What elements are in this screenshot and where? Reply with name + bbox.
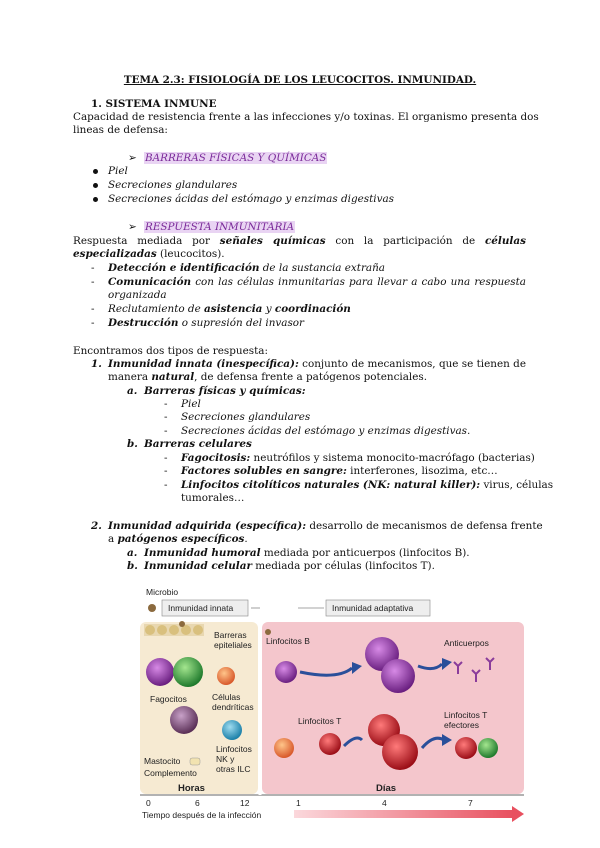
tick-label: 0	[146, 798, 151, 808]
adquirida-line-2	[108, 533, 248, 546]
epithelium-illustration	[144, 624, 204, 636]
list-item	[108, 262, 385, 275]
text-span: especializadas	[73, 248, 157, 260]
dash-bullet: -	[91, 303, 95, 315]
label-complemento: Complemento	[144, 768, 197, 778]
target-cell-icon	[478, 738, 498, 758]
text-span: de la sustancia extraña	[262, 262, 385, 274]
phagocyte-cell-icon	[173, 657, 203, 687]
label-microbio: Microbio	[146, 587, 179, 597]
intro-line-2: lineas de defensa:	[73, 124, 168, 136]
sublist-heading: Barreras físicas y químicas:	[144, 385, 306, 397]
dendritic-cell-icon	[217, 667, 235, 685]
arrow-bullet-icon: ➢	[128, 152, 137, 164]
text-span: con la participación de	[335, 235, 476, 247]
label-adaptativa: Inmunidad adaptativa	[332, 603, 414, 613]
text-span: Detección e identificación	[108, 262, 260, 274]
dash-bullet: -	[164, 452, 168, 464]
tick-label: 4	[382, 798, 387, 808]
dash-bullet: -	[164, 411, 168, 423]
label-linfocitos-b: Linfocitos B	[266, 636, 310, 646]
dash-bullet: -	[91, 276, 95, 288]
adquirida-line-1	[108, 520, 543, 533]
text-span: asistencia	[204, 303, 263, 315]
time-arrowhead	[512, 806, 524, 822]
list-letter: b.	[127, 560, 138, 572]
list-number: 1.	[91, 358, 102, 370]
sublist-heading: Barreras celulares	[144, 438, 252, 450]
label-dendriticas: dendríticas	[212, 702, 254, 712]
intro-line-1: Capacidad de resistencia frente a las infecciones y/o toxinas. El organismo presenta dos	[73, 111, 539, 123]
text-span: mediada por células (linfocitos T).	[255, 560, 435, 572]
label-otras-ilc: otras ILC	[216, 764, 251, 774]
list-item	[108, 303, 351, 316]
list-letter: a.	[127, 547, 138, 559]
tcell-icon	[382, 734, 418, 770]
list-item	[144, 547, 470, 560]
text-span: señales químicas	[219, 235, 326, 247]
dash-bullet: -	[164, 479, 168, 491]
text-span: virus, células	[483, 479, 554, 491]
immunity-timeline-figure	[138, 584, 526, 824]
list-item: Secreciones glandulares	[181, 411, 311, 423]
label-linfocitos-t: Linfocitos T	[298, 716, 342, 726]
section-heading-sistema-inmune: 1. SISTEMA INMUNE	[91, 98, 217, 110]
text-span: neutrófilos y sistema monocito-macrófago (bacterias)	[253, 452, 535, 464]
tick-label: 12	[240, 798, 250, 808]
text-span: .	[244, 533, 248, 545]
mastocyte-cell-icon	[170, 706, 198, 734]
list-item	[108, 317, 304, 330]
bullet-dot-icon	[93, 197, 98, 202]
text-span: conjunto de mecanismos, que se tienen de	[302, 358, 526, 370]
list-item: Piel	[108, 165, 128, 177]
list-letter: b.	[127, 438, 138, 450]
list-letter: a.	[127, 385, 138, 397]
time-arrow-bar	[294, 810, 514, 818]
respuesta-paragraph-line-1	[73, 235, 526, 248]
text-span: Factores solubles en sangre:	[181, 465, 347, 477]
complement-icon	[190, 758, 200, 765]
barreras-label: BARRERAS FÍSICAS Y QUÍMICAS	[145, 152, 327, 164]
bcell-icon	[381, 659, 415, 693]
label-epiteliales: epiteliales	[214, 640, 252, 650]
bcell-icon	[275, 661, 297, 683]
label-linfocitos-nk: Linfocitos	[216, 744, 252, 754]
list-item	[144, 560, 435, 573]
bullet-dot-icon	[93, 183, 98, 188]
list-number: 2.	[91, 520, 102, 532]
text-span: natural	[151, 371, 195, 383]
respuesta-label: RESPUESTA INMUNITARIA	[145, 221, 295, 233]
axis-label: Tiempo después de la infección	[142, 810, 262, 820]
text-span: Reclutamiento de	[108, 303, 201, 315]
text-span: Inmunidad adquirida (específica):	[108, 520, 307, 532]
text-span: Inmunidad innata (inespecífica):	[108, 358, 299, 370]
text-span: Linfocitos citolíticos naturales (NK: natural killer):	[181, 479, 481, 491]
list-item: Piel	[181, 398, 201, 410]
text-span: o supresión del invasor	[181, 317, 305, 329]
text-span: , de defensa frente a patógenos potenciales.	[194, 371, 428, 383]
list-item: Secreciones glandulares	[108, 179, 238, 191]
text-span: Inmunidad celular	[144, 560, 252, 572]
list-item	[181, 479, 554, 492]
apc-cell-icon	[274, 738, 294, 758]
tick-label: 7	[468, 798, 473, 808]
label-dias: Días	[376, 783, 397, 794]
text-span: patógenos específicos	[117, 533, 245, 545]
innata-line-1	[108, 358, 526, 371]
innata-line-2	[108, 371, 427, 384]
text-span: coordinación	[274, 303, 351, 315]
dash-bullet: -	[164, 398, 168, 410]
list-item	[181, 465, 498, 478]
dash-bullet: -	[164, 465, 168, 477]
effector-tcell-icon	[455, 737, 477, 759]
dash-bullet: -	[91, 317, 95, 329]
text-span: desarrollo de mecanismos de defensa frente	[309, 520, 543, 532]
phagocyte-cell-icon	[146, 658, 174, 686]
list-item	[108, 276, 526, 289]
label-efectores: efectores	[444, 720, 479, 730]
text-span: interferones, lisozima, etc…	[350, 465, 498, 477]
text-span: Comunicación	[108, 276, 192, 288]
arrow-bullet-icon: ➢	[128, 221, 137, 233]
list-item-continuation: tumorales…	[181, 492, 245, 504]
text-span: células	[484, 235, 526, 247]
dash-bullet: -	[91, 262, 95, 274]
text-span: con las células inmunitarias para llevar a cabo una respuesta	[195, 276, 526, 288]
list-item: Secreciones ácidas del estómago y enzimas digestivas	[108, 193, 394, 205]
text-span: manera	[108, 371, 149, 383]
respuesta-paragraph-line-2	[73, 248, 225, 261]
text-span: (leucocitos).	[160, 248, 225, 260]
respuesta-heading	[144, 221, 295, 234]
tcell-icon	[319, 733, 341, 755]
label-barreras: Barreras	[214, 630, 247, 640]
tipos-intro: Encontramos dos tipos de respuesta:	[73, 345, 268, 357]
text-span: y	[265, 303, 272, 315]
text-span: mediada por anticuerpos (linfocitos B).	[263, 547, 470, 559]
label-celulas: Células	[212, 692, 241, 702]
label-horas: Horas	[178, 783, 205, 794]
tick-label: 1	[296, 798, 301, 808]
barreras-heading	[144, 152, 327, 165]
list-item: Secreciones ácidas del estómago y enzimas digestivas.	[181, 425, 471, 437]
text-span: Inmunidad humoral	[144, 547, 261, 559]
figure-svg	[138, 584, 526, 824]
list-item	[181, 452, 535, 465]
page-title: TEMA 2.3: FISIOLOGÍA DE LOS LEUCOCITOS. INMUNIDAD.	[123, 74, 477, 86]
label-anticuerpos: Anticuerpos	[444, 638, 489, 648]
label-mastocito: Mastocito	[144, 756, 181, 766]
text-span: a	[108, 533, 115, 545]
label-linfocitos-t-efectores: Linfocitos T	[444, 710, 488, 720]
label-innata: Inmunidad innata	[168, 603, 234, 613]
nk-cell-icon	[222, 720, 242, 740]
text-span: Fagocitosis:	[181, 452, 251, 464]
text-span: Respuesta mediada por	[73, 235, 210, 247]
label-fagocitos: Fagocitos	[150, 694, 187, 704]
tick-label: 6	[195, 798, 200, 808]
list-item-continuation: organizada	[108, 289, 167, 301]
label-nk-y: NK y	[216, 754, 235, 764]
bullet-dot-icon	[93, 169, 98, 174]
text-span: Destrucción	[108, 317, 179, 329]
dash-bullet: -	[164, 425, 168, 437]
